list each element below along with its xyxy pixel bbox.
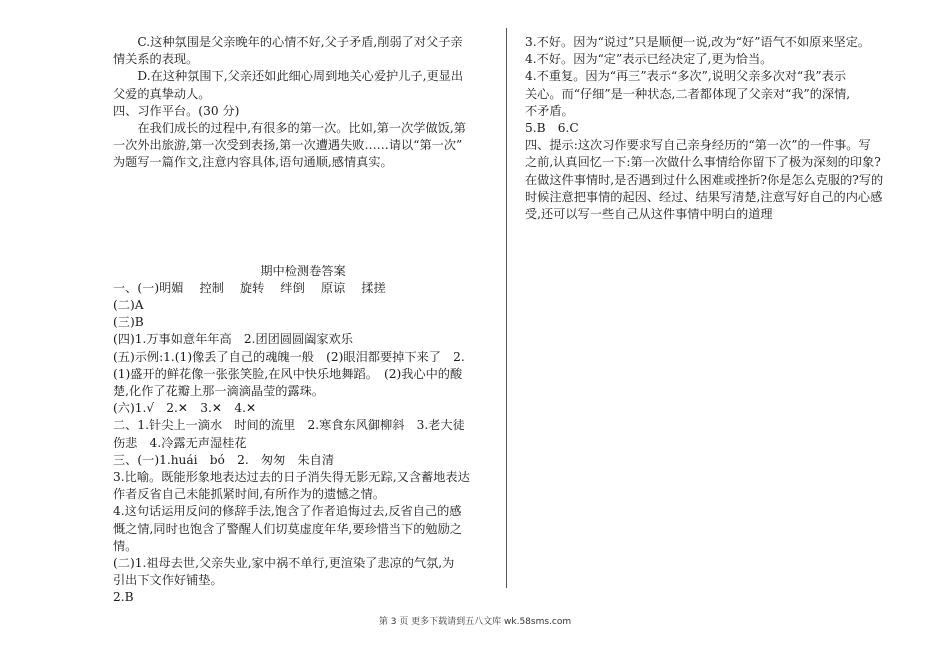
answer-line: 引出下文作好铺垫。 xyxy=(113,573,223,588)
answer-line: 3.不好。因为“说过”只是顺便一说,改为“好”语气不如原来坚定。 xyxy=(525,35,871,49)
option-d-line-1: D.在这种氛围下,父亲还如此细心周到地关心爱护儿子,更显出 xyxy=(137,69,464,84)
left-column xyxy=(113,34,493,607)
answer-line: 在做这件事情时,是否遇到过什么困难或挫折?你是怎么克服的?写的 xyxy=(525,172,884,187)
answer-line: 4.这句话运用反问的修辞手法,饱含了作者追悔过去,反省自己的感 xyxy=(113,504,462,519)
option-c-line-2: 情关系的表现。 xyxy=(113,52,199,67)
answer-title: 期中检测卷答案 xyxy=(260,263,346,278)
answer-line: 一、(一)明媚 控制 旋转 绊倒 原谅 揉搓 xyxy=(113,280,386,295)
answer-line: (六)1.√ 2.✕ 3.✕ 4.✕ xyxy=(113,401,257,416)
option-d-line-2: 父爱的真挚动人。 xyxy=(113,86,211,101)
answer-line: 作者反省自己未能抓紧时间,有所作为的遗憾之情。 xyxy=(113,487,385,502)
essay-prompt-line-3: 为题写一篇作文,注意内容具体,语句通顺,感情真实。 xyxy=(113,155,393,170)
answer-line: 慨之情,同时也饱含了警醒人们切莫虚度年华,要珍惜当下的勉励之 xyxy=(113,521,462,536)
answer-line: 二、1.针尖上一滴水 时间的流里 2.寒食东风御柳斜 3.老大徒 xyxy=(113,418,465,433)
answer-line: 楚,化作了花瓣上那一滴滴晶莹的露珠。 xyxy=(113,384,325,399)
page-footer: 第 3 页 更多下载请到五八文库 wk.58sms.com xyxy=(378,617,572,627)
answer-line: (五)示例:1.(1)像丢了自己的魂魄一般 (2)眼泪都要掉下来了 2. xyxy=(113,349,465,364)
answer-line: (二)1.祖母去世,父亲失业,家中祸不单行,更渲染了悲凉的气氛,为 xyxy=(113,556,455,571)
answer-line: 情。 xyxy=(113,538,138,553)
answer-line: 时候注意把事情的起因、经过、结果写清楚,注意写好自己的内心感 xyxy=(525,189,883,204)
spacer xyxy=(113,172,493,263)
answer-line: 2.B xyxy=(113,590,134,605)
option-c-line-1: C.这种氛围是父亲晚年的心情不好,父子矛盾,削弱了对父子亲 xyxy=(137,35,463,49)
answer-line: (四)1.万事如意年年高 2.团团圆圆阖家欢乐 xyxy=(113,332,353,347)
answer-line: 之前,认真回忆一下:第一次做什么事情给你留下了极为深刻的印象? xyxy=(525,155,881,170)
essay-prompt-line-1: 在我们成长的过程中,有很多的第一次。比如,第一次学做饭,第 xyxy=(137,121,466,136)
answer-line: 三、(一)1.huái bó 2. 匆匆 朱自清 xyxy=(113,452,335,467)
answer-line: 5.B 6.C xyxy=(525,121,579,136)
column-divider xyxy=(506,28,507,588)
right-column xyxy=(525,34,905,223)
answer-line: 四、提示:这次习作要求写自己亲身经历的“第一次”的一件事。写 xyxy=(525,138,871,153)
answer-line: (1)盛开的鲜花像一张张笑脸,在风中快乐地舞蹈。 (2)我心中的酸 xyxy=(113,366,463,381)
section-four-heading: 四、习作平台。(30 分) xyxy=(113,103,240,118)
answer-line: 不矛盾。 xyxy=(525,103,574,118)
answer-line: (二)A xyxy=(113,298,144,313)
answer-line: 3.比喻。既能形象地表达过去的日子消失得无影无踪,又含蓄地表达 xyxy=(113,470,470,485)
answer-line: 伤悲 4.冷露无声湿桂花 xyxy=(113,435,247,450)
answer-line: 4.不好。因为“定”表示已经决定了,更为恰当。 xyxy=(525,52,773,67)
answer-line: 关心。而“仔细”是一种状态,二者都体现了父亲对“我”的深情, xyxy=(525,86,851,101)
answer-line: (三)B xyxy=(113,315,144,330)
essay-prompt-line-2: 一次外出旅游,第一次受到表扬,第一次遭遇失败……请以“第一次” xyxy=(113,138,463,153)
answer-line: 4.不重复。因为“再三”表示“多次”,说明父亲多次对“我”表示 xyxy=(525,69,847,84)
answer-line: 受,还可以写一些自己从这件事情中明白的道理 xyxy=(525,207,773,222)
